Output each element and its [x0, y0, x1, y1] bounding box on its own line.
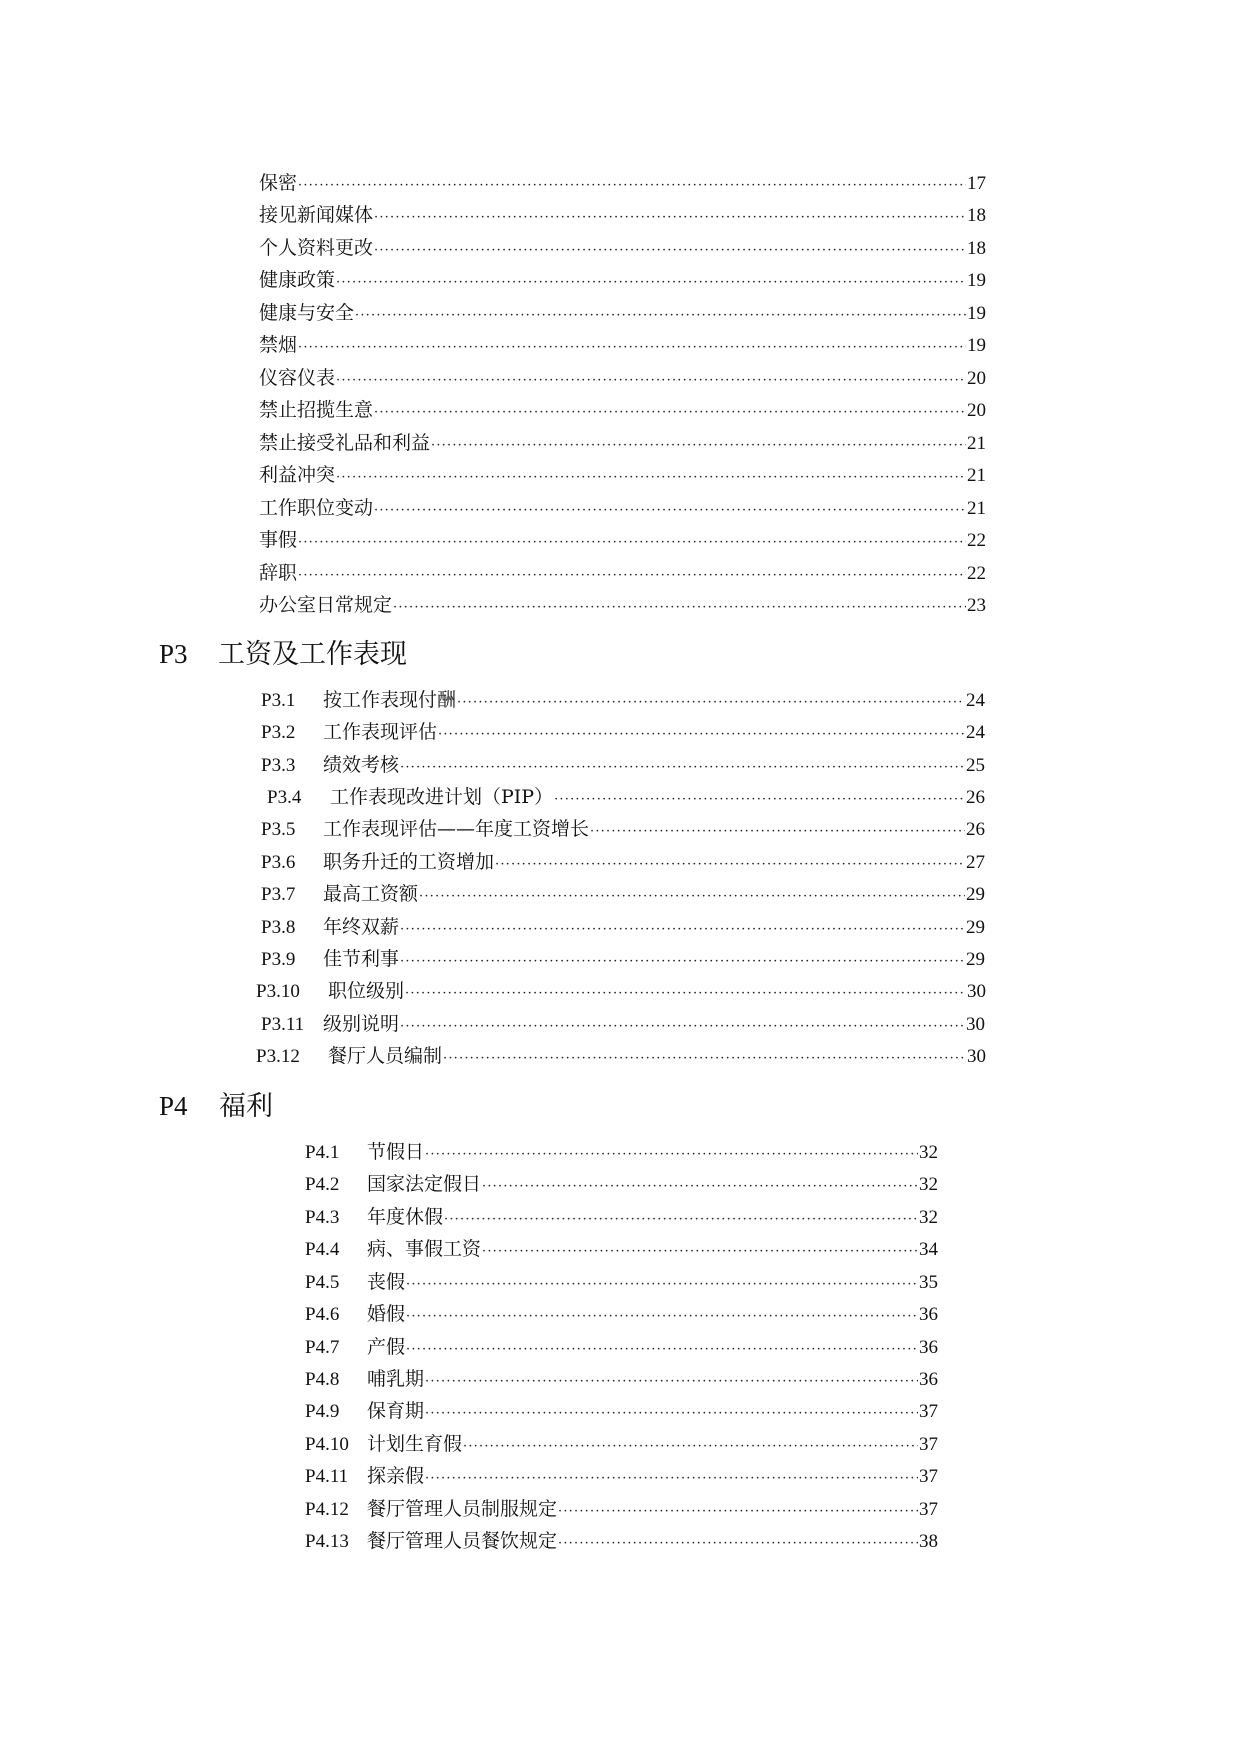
toc-entry-title: 婚假: [367, 1303, 406, 1325]
toc-leader-dots: [400, 954, 965, 969]
toc-entry-page: 35: [919, 1272, 938, 1293]
toc-leader-dots: [298, 568, 966, 583]
toc-entry-title: 保育期: [367, 1400, 425, 1422]
toc-entry-page: 32: [919, 1207, 938, 1228]
toc-entry-number: P4.7: [305, 1337, 340, 1358]
toc-entry[interactable]: [305, 1202, 938, 1234]
toc-entry-title: 按工作表现付酬: [323, 689, 457, 711]
toc-entry[interactable]: [259, 265, 986, 297]
toc-entry-title: 餐厅管理人员餐饮规定: [367, 1530, 558, 1552]
toc-entry[interactable]: [305, 1137, 938, 1169]
toc-entry[interactable]: [305, 1234, 938, 1266]
toc-entry[interactable]: [259, 330, 986, 362]
section-number: P3: [159, 639, 188, 669]
toc-entry-page: 36: [919, 1304, 938, 1325]
toc-entry-number: P4.5: [305, 1272, 340, 1293]
toc-entry-number: P4.4: [305, 1239, 340, 1260]
toc-entry-number: P3.10: [256, 981, 300, 1002]
toc-entry-page: 19: [967, 270, 986, 291]
toc-entry-title: 工作表现改进计划（PIP）: [330, 786, 554, 808]
toc-entry-page: 26: [966, 819, 985, 840]
toc-entry[interactable]: [305, 1494, 938, 1526]
toc-leader-dots: [419, 889, 965, 904]
toc-entry-title: 计划生育假: [367, 1433, 463, 1455]
toc-entry[interactable]: [305, 1526, 938, 1558]
toc-entry[interactable]: [261, 750, 985, 782]
toc-leader-dots: [405, 986, 966, 1001]
toc-entry-title: 职位级别: [328, 980, 405, 1002]
toc-leader-dots: [431, 438, 966, 453]
toc-leader-dots: [425, 1147, 918, 1162]
toc-entry[interactable]: [261, 717, 985, 749]
toc-entry-title: 餐厅人员编制: [328, 1045, 443, 1067]
toc-entry-title: 年终双薪: [323, 916, 400, 938]
toc-entry-number: P3.4: [267, 787, 302, 808]
section-heading-p3[interactable]: [159, 632, 407, 668]
toc-leader-dots: [443, 1051, 966, 1066]
toc-entry-page: 30: [966, 1014, 985, 1035]
toc-entry[interactable]: [259, 590, 986, 622]
toc-leader-dots: [558, 1536, 918, 1551]
toc-entry-page: 29: [966, 884, 985, 905]
toc-leader-dots: [425, 1471, 918, 1486]
toc-entry-page: 26: [966, 787, 985, 808]
toc-entry[interactable]: [259, 558, 986, 590]
toc-entry-page: 18: [967, 238, 986, 259]
toc-entry-title: 个人资料更改: [259, 237, 374, 259]
toc-leader-dots: [298, 535, 966, 550]
toc-entry[interactable]: [305, 1299, 938, 1331]
toc-entry-title: 绩效考核: [323, 754, 400, 776]
toc-leader-dots: [374, 503, 966, 518]
toc-entry-number: P3.12: [256, 1046, 300, 1067]
toc-entry[interactable]: [267, 782, 985, 814]
toc-entry-page: 34: [919, 1239, 938, 1260]
toc-leader-dots: [374, 210, 966, 225]
section-title: 工资及工作表现: [218, 639, 407, 670]
toc-entry-number: P3.11: [261, 1014, 305, 1035]
toc-entry-number: P4.6: [305, 1304, 340, 1325]
toc-entry-number: P4.9: [305, 1401, 340, 1422]
toc-entry-page: 20: [967, 368, 986, 389]
toc-entry-number: P4.13: [305, 1531, 349, 1552]
toc-entry[interactable]: [261, 847, 985, 879]
toc-leader-dots: [590, 824, 965, 839]
toc-entry[interactable]: [305, 1364, 938, 1396]
toc-entry-title: 保密: [259, 172, 298, 194]
toc-entry-page: 29: [966, 949, 985, 970]
toc-leader-dots: [336, 275, 966, 290]
toc-entry[interactable]: [259, 168, 986, 200]
toc-entry-number: P3.8: [261, 917, 296, 938]
toc-leader-dots: [495, 857, 965, 872]
toc-entry-number: P4.2: [305, 1174, 340, 1195]
toc-leader-dots: [438, 727, 965, 742]
toc-entry-title: 禁止招揽生意: [259, 399, 374, 421]
toc-entry[interactable]: [305, 1461, 938, 1493]
toc-leader-dots: [482, 1179, 918, 1194]
toc-entry-title: 健康与安全: [259, 302, 355, 324]
toc-leader-dots: [554, 792, 965, 807]
toc-leader-dots: [558, 1504, 918, 1519]
toc-entry-page: 21: [967, 433, 986, 454]
toc-entry[interactable]: [259, 233, 986, 265]
toc-entry-page: 37: [919, 1499, 938, 1520]
toc-entry-title: 丧假: [367, 1271, 406, 1293]
toc-entry-number: P3.2: [261, 722, 296, 743]
toc-entry[interactable]: [305, 1332, 938, 1364]
section-title: 福利: [219, 1091, 273, 1122]
toc-leader-dots: [298, 178, 966, 193]
toc-entry-title: 产假: [367, 1336, 406, 1358]
toc-entry-page: 37: [919, 1434, 938, 1455]
toc-entry-page: 29: [966, 917, 985, 938]
toc-entry-title: 最高工资额: [323, 883, 419, 905]
toc-entry[interactable]: [305, 1396, 938, 1428]
toc-entry-page: 25: [966, 755, 985, 776]
toc-leader-dots: [355, 308, 966, 323]
toc-leader-dots: [463, 1439, 918, 1454]
toc-entry[interactable]: [259, 428, 986, 460]
toc-entry-title: 餐厅管理人员制服规定: [367, 1498, 558, 1520]
toc-entry-title: 工作职位变动: [259, 497, 374, 519]
toc-entry-title: 工作表现评估——年度工资增长: [323, 818, 590, 840]
toc-entry[interactable]: [259, 200, 986, 232]
toc-entry-number: P3.5: [261, 819, 296, 840]
toc-leader-dots: [444, 1212, 918, 1227]
toc-entry-title: 健康政策: [259, 269, 336, 291]
toc-entry-number: P3.6: [261, 852, 296, 873]
toc-entry-title: 利益冲突: [259, 464, 336, 486]
toc-entry[interactable]: [261, 879, 985, 911]
toc-entry-page: 18: [967, 205, 986, 226]
toc-leader-dots: [374, 243, 966, 258]
toc-leader-dots: [406, 1277, 918, 1292]
toc-entry-title: 节假日: [367, 1141, 425, 1163]
toc-entry-page: 30: [967, 981, 986, 1002]
toc-entry[interactable]: [256, 976, 986, 1008]
toc-entry-title: 职务升迁的工资增加: [323, 851, 495, 873]
toc-entry-page: 38: [919, 1531, 938, 1552]
toc-entry-title: 病、事假工资: [367, 1238, 482, 1260]
toc-leader-dots: [425, 1374, 918, 1389]
toc-leader-dots: [425, 1406, 918, 1421]
toc-entry-page: 24: [966, 722, 985, 743]
toc-entry-number: P4.1: [305, 1142, 340, 1163]
toc-entry-page: 32: [919, 1142, 938, 1163]
toc-entry[interactable]: [305, 1169, 938, 1201]
toc-leader-dots: [298, 340, 966, 355]
toc-entry-title: 工作表现评估: [323, 721, 438, 743]
toc-entry-title: 年度休假: [367, 1206, 444, 1228]
toc-entry-title: 办公室日常规定: [259, 594, 393, 616]
toc-leader-dots: [400, 1019, 965, 1034]
toc-entry-page: 30: [967, 1046, 986, 1067]
toc-entry-page: 19: [967, 303, 986, 324]
toc-entry-title: 级别说明: [323, 1013, 400, 1035]
toc-entry[interactable]: [256, 1041, 986, 1073]
toc-entry-title: 禁止接受礼品和利益: [259, 432, 431, 454]
toc-entry-page: 36: [919, 1369, 938, 1390]
toc-entry[interactable]: [259, 363, 986, 395]
toc-entry-page: 37: [919, 1466, 938, 1487]
toc-entry-title: 事假: [259, 529, 298, 551]
toc-entry-number: P4.12: [305, 1499, 349, 1520]
toc-entry-page: 27: [966, 852, 985, 873]
toc-entry[interactable]: [261, 944, 985, 976]
toc-entry-title: 仪容仪表: [259, 367, 336, 389]
toc-entry-page: 20: [967, 400, 986, 421]
toc-entry-number: P3.7: [261, 884, 296, 905]
toc-entry-page: 21: [967, 498, 986, 519]
toc-entry[interactable]: [261, 912, 985, 944]
toc-entry[interactable]: [305, 1429, 938, 1461]
toc-leader-dots: [406, 1342, 918, 1357]
section-heading-p4[interactable]: [159, 1084, 273, 1120]
toc-leader-dots: [336, 373, 966, 388]
toc-leader-dots: [393, 600, 966, 615]
toc-entry-title: 辞职: [259, 562, 298, 584]
toc-entry-page: 22: [967, 563, 986, 584]
toc-entry-page: 37: [919, 1401, 938, 1422]
toc-leader-dots: [374, 405, 966, 420]
toc-leader-dots: [482, 1244, 918, 1259]
toc-entry[interactable]: [261, 1009, 985, 1041]
toc-entry-number: P3.9: [261, 949, 296, 970]
toc-entry-number: P4.11: [305, 1466, 349, 1487]
toc-entry[interactable]: [305, 1267, 938, 1299]
toc-entry-page: 19: [967, 335, 986, 356]
toc-leader-dots: [406, 1309, 918, 1324]
toc-entry[interactable]: [261, 814, 985, 846]
toc-entry-title: 佳节利事: [323, 948, 400, 970]
toc-entry[interactable]: [259, 525, 986, 557]
toc-entry-page: 36: [919, 1337, 938, 1358]
toc-entry-number: P3.1: [261, 690, 296, 711]
toc-leader-dots: [457, 695, 965, 710]
toc-entry-page: 23: [967, 595, 986, 616]
toc-leader-dots: [400, 922, 965, 937]
toc-leader-dots: [336, 470, 966, 485]
toc-entry-number: P4.10: [305, 1434, 349, 1455]
toc-entry-number: P3.3: [261, 755, 296, 776]
toc-entry[interactable]: [259, 493, 986, 525]
toc-entry-page: 21: [967, 465, 986, 486]
toc-leader-dots: [400, 760, 965, 775]
toc-entry-page: 24: [966, 690, 985, 711]
toc-entry[interactable]: [259, 460, 986, 492]
toc-entry-page: 17: [967, 173, 986, 194]
toc-entry-title: 哺乳期: [367, 1368, 425, 1390]
toc-entry-page: 32: [919, 1174, 938, 1195]
toc-entry-number: P4.3: [305, 1207, 340, 1228]
toc-entry[interactable]: [259, 298, 986, 330]
toc-entry-title: 禁烟: [259, 334, 298, 356]
toc-entry-page: 22: [967, 530, 986, 551]
toc-entry-number: P4.8: [305, 1369, 340, 1390]
toc-entry-title: 探亲假: [367, 1465, 425, 1487]
toc-entry[interactable]: [259, 395, 986, 427]
section-number: P4: [159, 1091, 188, 1121]
toc-entry-title: 国家法定假日: [367, 1173, 482, 1195]
toc-entry[interactable]: [261, 685, 985, 717]
toc-entry-title: 接见新闻媒体: [259, 204, 374, 226]
